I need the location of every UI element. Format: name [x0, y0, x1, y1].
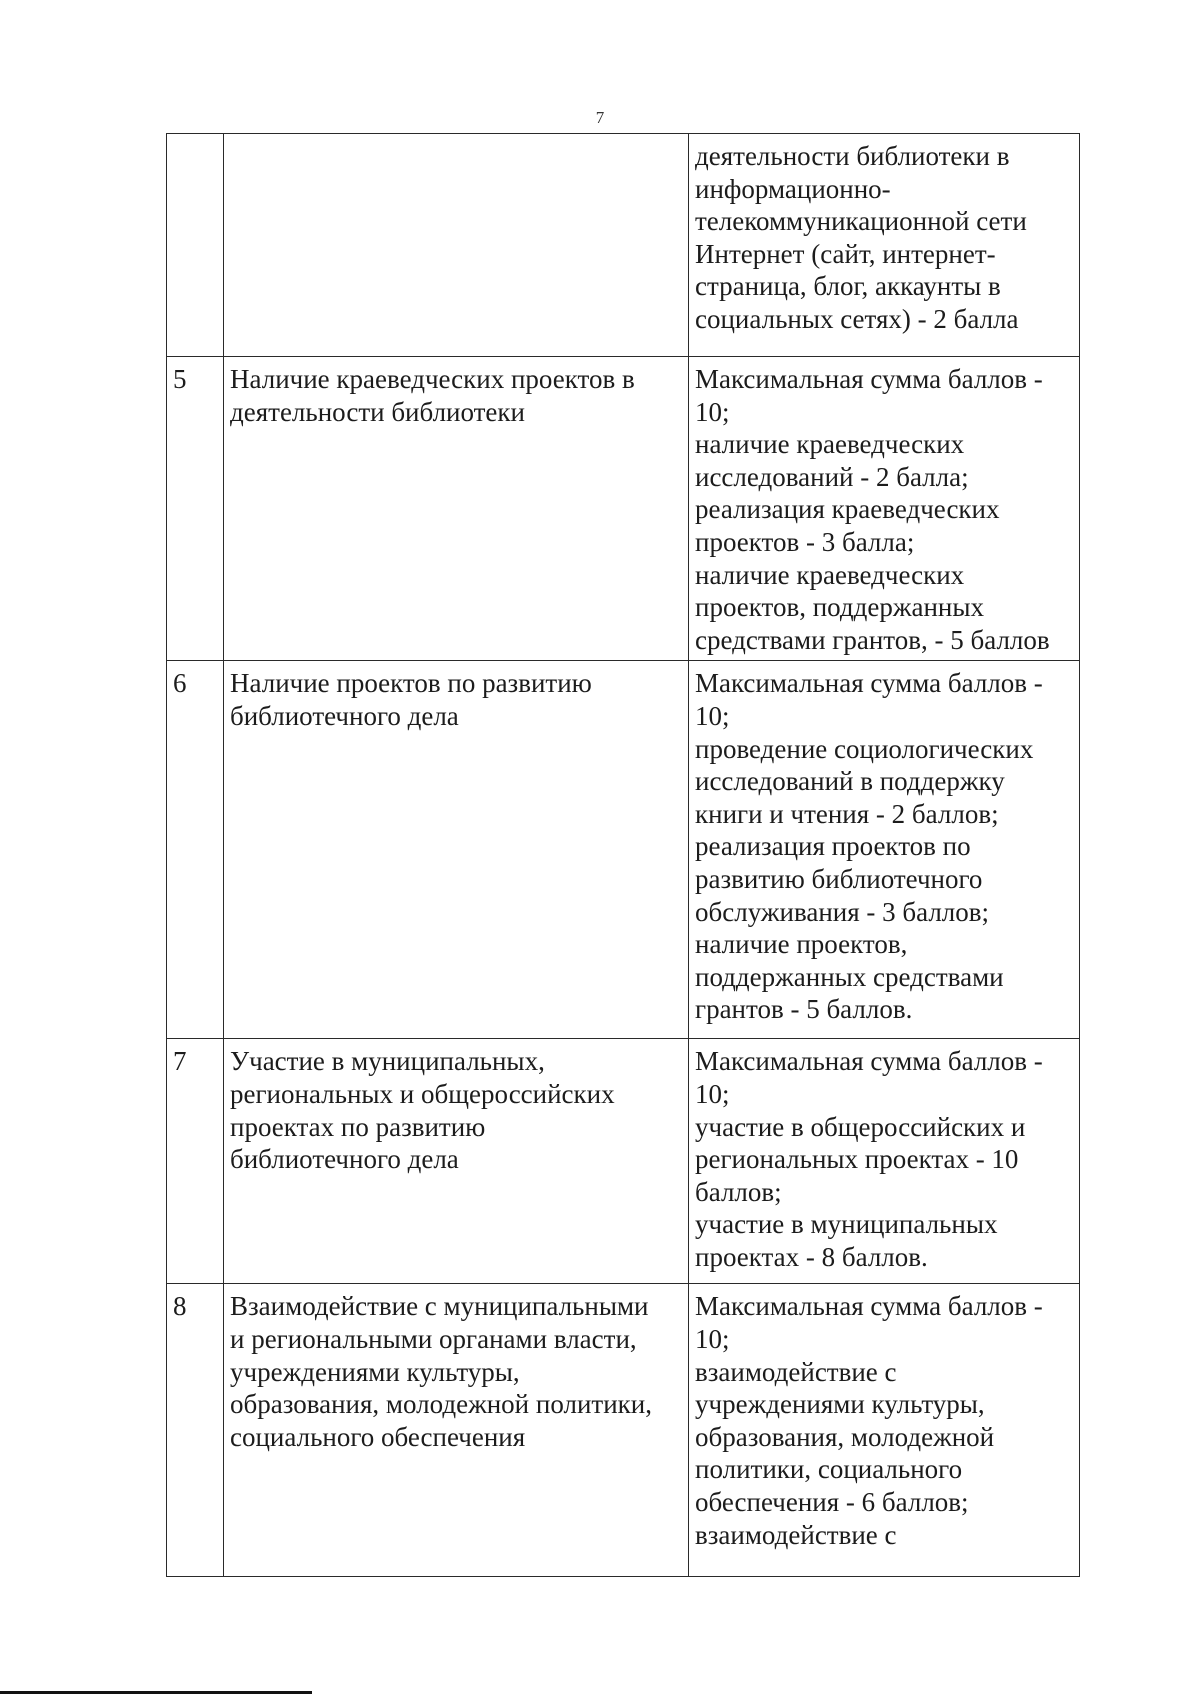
score-line: 10; [695, 1323, 730, 1354]
score-line: проведение социологических [695, 733, 1034, 764]
score-line: реализация краеведческих [695, 494, 1000, 525]
score-line: наличие краеведческих [695, 429, 965, 460]
score-line: взаимодействие с [695, 1356, 897, 1387]
score-line: информационно- [695, 173, 891, 204]
row-number-cell: 6 [167, 661, 224, 1039]
table-row [167, 1039, 1080, 1284]
name-line: и региональными органами власти, [230, 1323, 637, 1354]
row-number-cell: 7 [167, 1039, 224, 1284]
score-line: баллов; [695, 1176, 782, 1207]
name-line: деятельности библиотеки [230, 396, 525, 427]
score-line: обеспечения - 6 баллов; [695, 1486, 969, 1517]
score-line: поддержанных средствами [695, 961, 1004, 992]
criterion-score-cell [689, 357, 1080, 661]
table-row [167, 1284, 1080, 1577]
criterion-name-cell [224, 134, 689, 357]
name-line: Участие в муниципальных, [230, 1046, 545, 1077]
score-line: региональных проектах - 10 [695, 1144, 1019, 1175]
criterion-name-cell [224, 357, 689, 661]
score-line: проектах - 8 баллов. [695, 1241, 928, 1272]
score-line: книги и чтения - 2 баллов; [695, 798, 999, 829]
score-line: исследований в поддержку [695, 766, 1005, 797]
score-line: реализация проектов по [695, 831, 971, 862]
score-line: деятельности библиотеки в [695, 141, 1010, 171]
criterion-score-cell [689, 1284, 1080, 1577]
page-number: 7 [595, 108, 605, 127]
name-line: библиотечного дела [230, 1144, 459, 1175]
name-line: региональных и общероссийских [230, 1078, 615, 1109]
table-row [167, 357, 1080, 661]
score-line: наличие краеведческих [695, 559, 965, 590]
score-line: наличие проектов, [695, 929, 908, 960]
score-line: Максимальная сумма баллов - [695, 1291, 1043, 1322]
score-line: взаимодействие с [695, 1519, 897, 1550]
name-line: Наличие краеведческих проектов в [230, 364, 635, 394]
criterion-name-cell [224, 1039, 689, 1284]
criteria-table [166, 133, 1080, 1577]
row-number-cell [167, 134, 224, 357]
score-line: Интернет (сайт, интернет- [695, 238, 996, 269]
score-line: политики, социального [695, 1454, 963, 1485]
score-line: развитию библиотечного [695, 863, 983, 894]
score-line: проектов - 3 балла; [695, 526, 915, 557]
name-line: социального обеспечения [230, 1421, 526, 1452]
score-line: 10; [695, 396, 730, 427]
table-row [167, 134, 1080, 357]
score-line: Максимальная сумма баллов - [695, 668, 1043, 699]
criterion-name-cell [224, 661, 689, 1039]
score-line: телекоммуникационной сети [695, 206, 1027, 237]
score-line: исследований - 2 балла; [695, 461, 969, 492]
score-line: проектов, поддержанных [695, 592, 985, 623]
name-line: проектах по развитию [230, 1111, 486, 1142]
criterion-score-cell [689, 134, 1080, 357]
score-line: грантов - 5 баллов. [695, 994, 913, 1025]
row-number-cell: 8 [167, 1284, 224, 1577]
score-line: образования, молодежной [695, 1421, 995, 1452]
score-line: учреждениями культуры, [695, 1389, 985, 1420]
criterion-score-cell [689, 1039, 1080, 1284]
name-line: учреждениями культуры, [230, 1356, 520, 1387]
criterion-score-cell [689, 661, 1080, 1039]
name-line: Наличие проектов по развитию [230, 668, 592, 699]
criteria-table-body [167, 134, 1080, 1577]
score-line: социальных сетях) - 2 балла [695, 303, 1019, 334]
score-line: 10; [695, 1078, 730, 1109]
score-line: Максимальная сумма баллов - [695, 364, 1043, 394]
name-line: образования, молодежной политики, [230, 1389, 652, 1420]
score-line: участие в муниципальных [695, 1209, 998, 1240]
score-line: Максимальная сумма баллов - [695, 1046, 1043, 1077]
criterion-name-cell [224, 1284, 689, 1577]
score-line: обслуживания - 3 баллов; [695, 896, 990, 927]
name-line: библиотечного дела [230, 700, 459, 731]
score-line: средствами грантов, - 5 баллов [695, 624, 1050, 655]
score-line: страница, блог, аккаунты в [695, 271, 1001, 302]
score-line: участие в общероссийских и [695, 1111, 1026, 1142]
table-row [167, 661, 1080, 1039]
row-number-cell: 5 [167, 357, 224, 661]
score-line: 10; [695, 700, 730, 731]
footer-rule [0, 1691, 312, 1694]
name-line: Взаимодействие с муниципальными [230, 1291, 649, 1322]
